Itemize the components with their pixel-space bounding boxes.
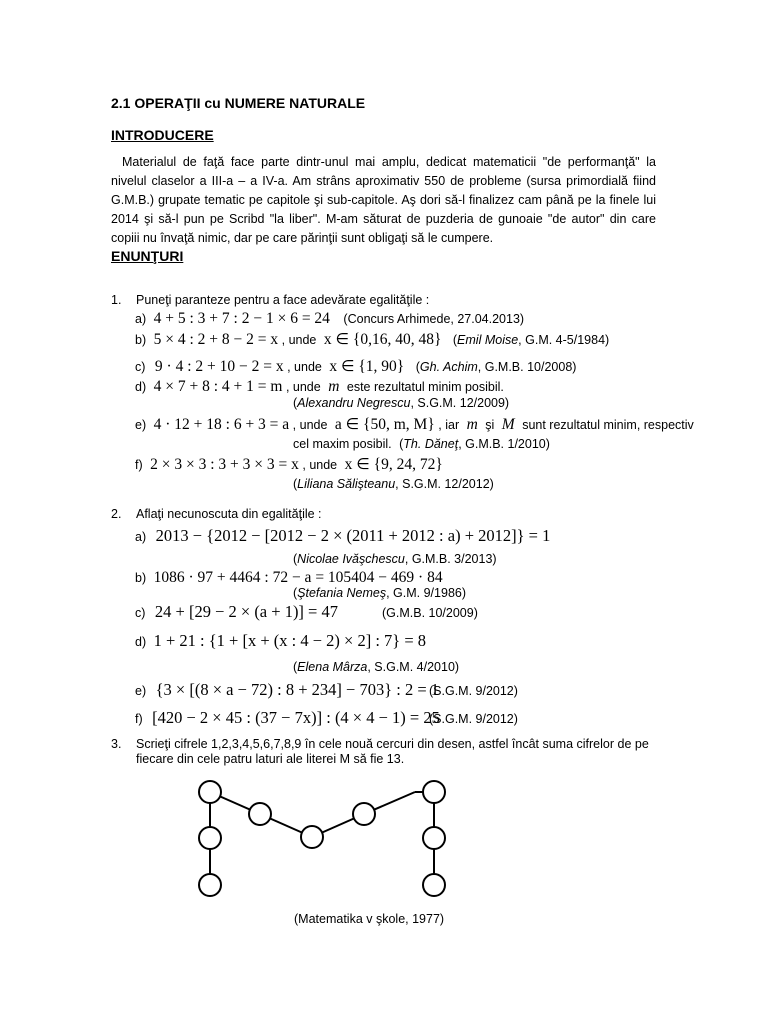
connector: , unde <box>287 360 322 374</box>
expression: 2013 − {2012 − [2012 − 2 × (2011 + 2012 : a) + 2012]} = 1 <box>155 526 551 545</box>
connector: , unde <box>281 333 317 347</box>
diagram-caption: (Matematika v şkole, 1977) <box>294 912 445 926</box>
problem-2b <box>135 569 443 587</box>
author: Emil Moise <box>457 333 519 347</box>
intro-text: Materialul de faţă face parte dintr-unul mai amplu, dedicat matematicii "de performanţă" la nivelul claselor a III-a – a IV-a. Am strâns aproximativ 550 de probleme (sursa primordială fiind G.M.B.) grupate tematic pe capitole şi sub-capitole. Aş dori să-l finalizez cam până pe la finele lui 2014 şi să-l pun pe Scribd "la liber". M-am săturat de puzderia de gunoaie "de autor" din care copiii nu învaţă nimic, dar pe care părinţii sunt obligaţi să le cumpere. <box>111 155 656 245</box>
set-expression: a ∈ {50, m, M} <box>334 416 435 433</box>
source: (Th. Dăneţ, G.M.B. 1/2010) <box>399 437 550 451</box>
expression: 5 × 4 : 2 + 8 − 2 = x <box>153 331 279 348</box>
item-label: b) <box>135 333 147 347</box>
set-expression: x ∈ {1, 90} <box>329 358 405 375</box>
author: Th. Dăneţ <box>403 437 459 451</box>
problem-2d <box>135 631 426 651</box>
variable: m <box>328 378 340 395</box>
problem-1d <box>135 378 504 396</box>
item-label: c) <box>135 606 146 620</box>
problem-3-text-2: fiecare din cele patru laturi ale literei M să fie 13. <box>136 752 405 766</box>
connector-si: şi <box>485 418 495 432</box>
problem-2d-source: (Elena Mârza, S.G.M. 4/2010) <box>293 660 460 674</box>
problem-1-number: 1. <box>111 293 122 307</box>
circle-node <box>249 803 271 825</box>
item-label: a) <box>135 530 147 544</box>
item-label: f) <box>135 712 143 726</box>
circle-node <box>199 874 221 896</box>
problem-2c <box>135 602 478 622</box>
circle-node <box>423 874 445 896</box>
expression: [420 − 2 × 45 : (37 − 7x)] : (4 × 4 − 1) = 25 <box>152 708 440 727</box>
author: Alexandru Negrescu <box>297 396 411 410</box>
author: Ştefania Nemeş <box>297 586 387 600</box>
problem-1-text: Puneţi paranteze pentru a face adevărate egalităţile : <box>136 293 430 307</box>
variable-min: m <box>466 416 478 433</box>
connector: , unde <box>302 458 338 472</box>
source: (G.M.B. 10/2009) <box>382 606 478 620</box>
condition-text-2: cel maxim posibil. <box>293 437 392 451</box>
expression: 4 · 12 + 18 : 6 + 3 = a <box>153 416 290 433</box>
problem-3-number: 3. <box>111 737 122 751</box>
set-expression: x ∈ {9, 24, 72} <box>344 456 443 473</box>
item-label: d) <box>135 380 147 394</box>
problem-1d-source: (Alexandru Negrescu, S.G.M. 12/2009) <box>293 396 510 410</box>
item-label: e) <box>135 684 147 698</box>
circle-node <box>301 826 323 848</box>
expression: 2 × 3 × 3 : 3 + 3 × 3 = x <box>150 456 299 473</box>
connector: , unde <box>292 418 328 432</box>
circle-node <box>423 781 445 803</box>
intro-heading: INTRODUCERE <box>111 127 214 143</box>
source: (Concurs Arhimede, 27.04.2013) <box>343 312 525 326</box>
circle-node <box>353 803 375 825</box>
circle-node <box>199 781 221 803</box>
problem-1b <box>135 330 609 349</box>
problem-2-text: Aflaţi necunoscuta din egalităţile : <box>136 507 322 521</box>
source: (S.G.M. 9/2012) <box>429 712 518 726</box>
circle-node <box>199 827 221 849</box>
expression: 4 × 7 + 8 : 4 + 1 = m <box>153 378 283 395</box>
source: (Emil Moise, G.M. 4-5/1984) <box>452 333 610 347</box>
problem-2f <box>135 708 518 728</box>
item-label: b) <box>135 571 147 585</box>
author: Gh. Achim <box>419 360 478 374</box>
item-label: a) <box>135 312 147 326</box>
circle-node <box>423 827 445 849</box>
expression: 9 · 4 : 2 + 10 − 2 = x <box>154 358 284 375</box>
problem-2a-source: (Nicolae Ivăşchescu, G.M.B. 3/2013) <box>293 552 497 566</box>
intro-paragraph <box>111 153 656 248</box>
problem-1e <box>135 415 694 434</box>
variable-max: M <box>501 416 515 433</box>
problem-1a <box>135 310 524 328</box>
letter-m-diagram <box>180 770 460 900</box>
problem-1f-source: (Liliana Sălişteanu, S.G.M. 12/2012) <box>293 477 494 491</box>
problem-1f <box>135 455 443 474</box>
problem-1c <box>135 357 576 376</box>
author: Liliana Sălişteanu <box>297 477 396 491</box>
author: Nicolae Ivăşchescu <box>297 552 405 566</box>
expression: 4 + 5 : 3 + 7 : 2 − 1 × 6 = 24 <box>153 310 330 327</box>
item-label: e) <box>135 418 147 432</box>
condition-text: este rezultatul minim posibil. <box>346 380 504 394</box>
problem-2e <box>135 680 518 700</box>
set-expression: x ∈ {0,16, 40, 48} <box>323 331 442 348</box>
enunturi-heading: ENUNŢURI <box>111 248 184 264</box>
problem-2a <box>135 526 550 546</box>
item-label: f) <box>135 458 143 472</box>
condition-text: sunt rezultatul minim, respectiv <box>522 418 694 432</box>
problem-2-number: 2. <box>111 507 122 521</box>
page-title: 2.1 OPERAŢII cu NUMERE NATURALE <box>111 95 366 111</box>
expression: 1 + 21 : {1 + [x + (x : 4 − 2) × 2] : 7} = 8 <box>153 631 427 650</box>
problem-3-text-1: Scrieţi cifrele 1,2,3,4,5,6,7,8,9 în cele nouă cercuri din desen, astfel încât suma cifrelor de pe <box>136 737 649 751</box>
problem-1e-line2 <box>293 437 550 451</box>
item-label: d) <box>135 635 147 649</box>
expression: 1086 · 97 + 4464 : 72 − a = 105404 − 469 · 84 <box>153 569 443 586</box>
source: (S.G.M. 9/2012) <box>429 684 518 698</box>
expression: 24 + [29 − 2 × (a + 1)] = 47 <box>154 602 338 621</box>
connector: , unde <box>285 380 321 394</box>
item-label: c) <box>135 360 146 374</box>
source: (Gh. Achim, G.M.B. 10/2008) <box>415 360 577 374</box>
author: Elena Mârza <box>297 660 368 674</box>
problem-2b-source: (Ştefania Nemeş, G.M. 9/1986) <box>293 586 467 600</box>
expression: {3 × [(8 × a − 72) : 8 + 234] − 703} : 2 = 1 <box>155 680 440 699</box>
connector-iar: , iar <box>438 418 460 432</box>
